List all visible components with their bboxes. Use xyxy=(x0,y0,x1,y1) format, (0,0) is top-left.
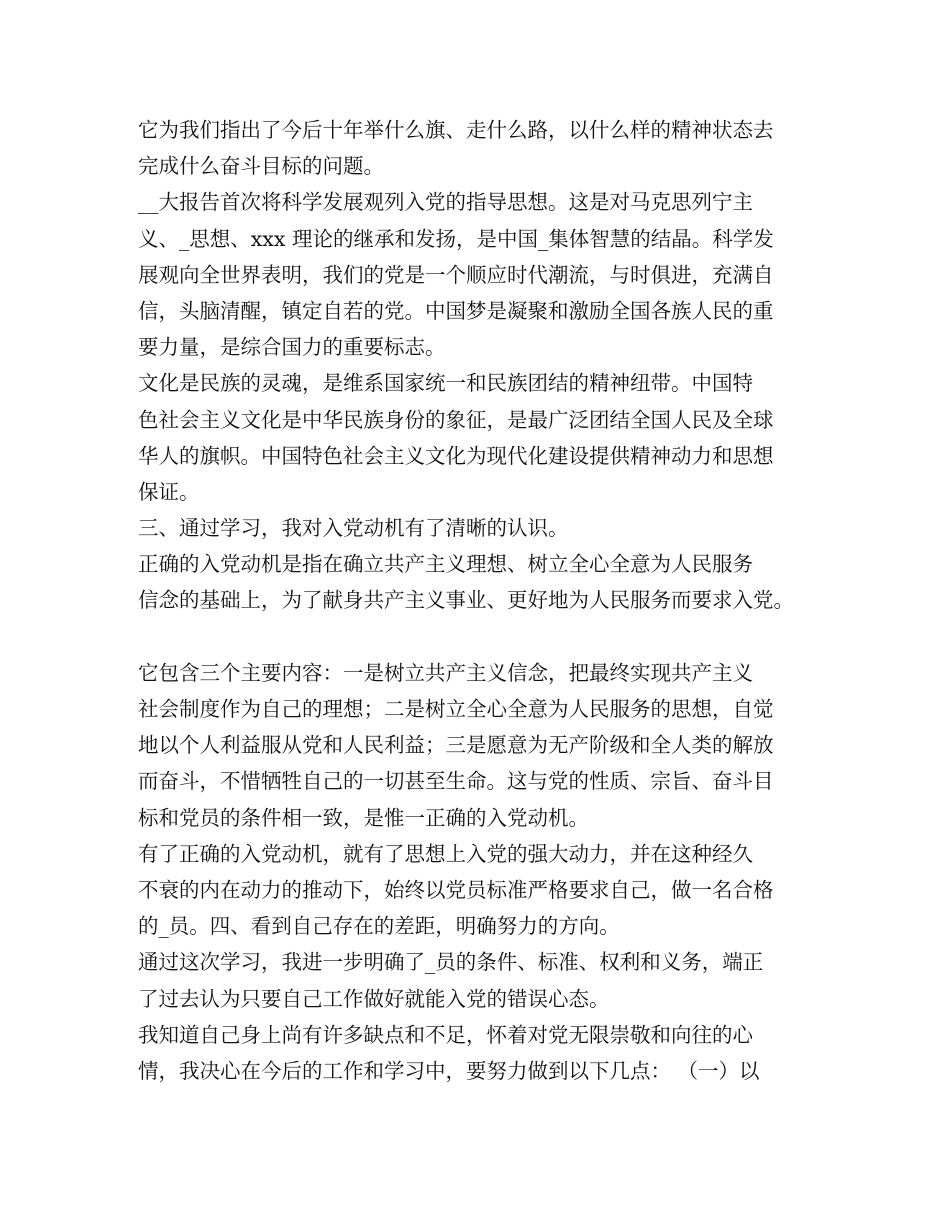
text-line: 色社会主义文化是中华民族身份的象征，是最广泛团结全国人民及全球 xyxy=(138,407,774,432)
text-line: 而奋斗，不惜牺牲自己的一切甚至生命。这与党的性质、宗旨、奋斗目 xyxy=(138,769,774,794)
blank-line xyxy=(138,619,838,655)
text-line: 不衰的内在动力的推动下，始终以党员标准严格要求自己，做一名合格 xyxy=(138,877,774,902)
text-line: 保证。 xyxy=(138,479,200,504)
text-line: 地以个人利益服从党和人民利益；三是愿意为无产阶级和全人类的解放 xyxy=(138,733,774,758)
text-line: 了过去认为只要自己工作做好就能入党的错误心态。 xyxy=(138,986,610,1011)
text-line: 三、通过学习，我对入党动机有了清晰的认识。 xyxy=(138,516,569,541)
text-line: 义、_思想、xxx 理论的继承和发扬，是中国_集体智慧的结晶。科学发 xyxy=(138,226,774,251)
text-line: 我知道自己身上尚有许多缺点和不足，怀着对党无限崇敬和向往的心 xyxy=(138,1022,753,1047)
text-line: 情，我决心在今后的工作和学习中，要努力做到以下几点： （一）以 xyxy=(138,1058,760,1083)
text-line: 华人的旗帜。中国特色社会主义文化为现代化建设提供精神动力和思想 xyxy=(138,443,774,468)
text-line: 信，头脑清醒，镇定自若的党。中国梦是凝聚和激励全国各族人民的重 xyxy=(138,298,774,323)
text-line: 通过这次学习，我进一步明确了_员的条件、标准、权利和义务，端正 xyxy=(138,950,764,975)
text-line: 展观向全世界表明，我们的党是一个顺应时代潮流，与时俱进，充满自 xyxy=(138,262,774,287)
text-line: __大报告首次将科学发展观列入党的指导思想。这是对马克思列宁主 xyxy=(138,190,753,215)
document-body xyxy=(138,112,838,1089)
text-line: 要力量，是综合国力的重要标志。 xyxy=(138,335,446,360)
text-line: 标和党员的条件相一致，是惟一正确的入党动机。 xyxy=(138,805,589,830)
text-line: 社会制度作为自己的理想；二是树立全心全意为人民服务的思想，自觉 xyxy=(138,697,774,721)
text-line: 文化是民族的灵魂，是维系国家统一和民族团结的精神纽带。中国特 xyxy=(138,371,753,396)
text-line: 信念的基础上，为了献身共产主义事业、更好地为人民服务而要求入党。 xyxy=(138,588,794,613)
text-line: 正确的入党动机是指在确立共产主义理想、树立全心全意为人民服务 xyxy=(138,552,753,577)
text-line: 的_员。四、看到自己存在的差距，明确努力的方向。 xyxy=(138,914,620,939)
text-line: 完成什么奋斗目标的问题。 xyxy=(138,154,384,179)
text-line: 有了正确的入党动机，就有了思想上入党的强大动力，并在这种经久 xyxy=(138,841,753,866)
text-line: 它包含三个主要内容：一是树立共产主义信念，把最终实现共产主义 xyxy=(138,660,753,685)
text-line: 它为我们指出了今后十年举什么旗、走什么路，以什么样的精神状态去 xyxy=(138,118,774,142)
